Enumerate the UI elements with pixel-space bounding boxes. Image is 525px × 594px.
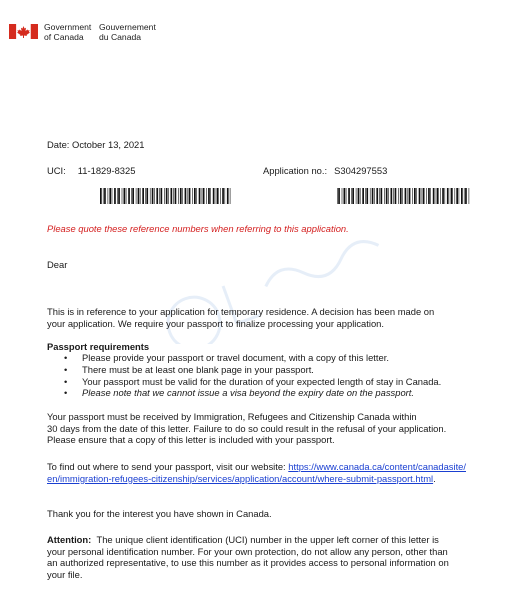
attention-line-4: your file.: [47, 568, 83, 580]
intro-line-1: This is in reference to your application for temporary residence. A decision has been made on: [47, 306, 435, 317]
list-item: • Please provide your passport or travel document, with a copy of this letter.: [64, 352, 389, 363]
reference-note: Please quote these reference numbers when referring to this application.: [47, 223, 349, 234]
uci-number: [47, 165, 135, 177]
date-label: Date:: [47, 139, 70, 150]
gov-fr-line-1: Gouvernement: [99, 22, 156, 32]
submit-passport-link-cont[interactable]: en/immigration-refugees-citizenship/services/application/account/where-submit-passport.html: [47, 472, 434, 484]
application-label: Application no.:: [263, 165, 328, 176]
attention-line-1: Attention: The unique client identification (UCI) number in the upper left corner of this letter is: [47, 534, 439, 545]
gov-fr-line-2: du Canada: [99, 32, 142, 42]
list-item: • There must be at least one blank page in your passport.: [64, 363, 314, 375]
bullet-icon: •: [64, 363, 68, 375]
bullet-icon: •: [64, 387, 68, 399]
bullet-icon: •: [64, 375, 68, 387]
uci-label: UCI:: [47, 165, 66, 176]
attention-line-3: an authorized representative, to use this number as it provides access to personal information on: [47, 557, 449, 568]
intro-paragraph: [47, 306, 434, 329]
list-item: • Please note that we cannot issue a visa beyond the expiry date on the passport.: [64, 387, 414, 399]
intro-line-2: your application. We require your passport to finalize processing your application.: [47, 317, 384, 329]
application-barcode-icon: [337, 188, 471, 204]
website-line-1: To find out where to send your passport, visit our website: https://www.canada.ca/content/canadasite/: [47, 461, 466, 472]
website-paragraph: [47, 461, 466, 484]
attention-line-2: your personal identification number. For your own protection, do not allow any person, other than: [47, 545, 448, 557]
closing-thanks: Thank you for the interest you have shown in Canada.: [47, 508, 272, 519]
letter-date: [47, 139, 144, 151]
submit-passport-link[interactable]: https://www.canada.ca/content/canadasite/: [288, 461, 466, 472]
gov-en-line-2: of Canada: [44, 32, 84, 42]
canada-flag-icon: [9, 24, 38, 39]
bullet-icon: •: [64, 352, 68, 363]
attention-paragraph: [47, 534, 449, 580]
date-value: October 13, 2021: [72, 139, 145, 150]
application-number: [263, 165, 387, 177]
application-value: S304297553: [334, 165, 388, 176]
attention-label: Attention:: [47, 534, 92, 545]
requirements-heading: Passport requirements: [47, 341, 150, 352]
website-line-2: en/immigration-refugees-citizenship/services/application/account/where-submit-passport.html.: [47, 472, 436, 484]
deadline-line-3: Please ensure that a copy of this letter is included with your passport.: [47, 434, 335, 445]
list-item: • Your passport must be valid for the duration of your expected length of stay in Canada.: [64, 375, 442, 387]
gov-en-line-1: Government: [44, 22, 92, 32]
deadline-line-2: 30 days from the date of this letter. Failure to do so could result in the refusal of your application.: [47, 422, 447, 434]
salutation: Dear: [47, 259, 68, 270]
requirements-list: [64, 352, 441, 399]
deadline-line-1: Your passport must be received by Immigration, Refugees and Citizenship Canada within: [47, 411, 417, 422]
uci-value: 11-1829-8325: [77, 165, 136, 176]
government-of-canada-en: [44, 22, 91, 42]
government-of-canada-fr: [99, 22, 156, 42]
uci-barcode-icon: [100, 188, 232, 204]
deadline-paragraph: [47, 411, 446, 446]
